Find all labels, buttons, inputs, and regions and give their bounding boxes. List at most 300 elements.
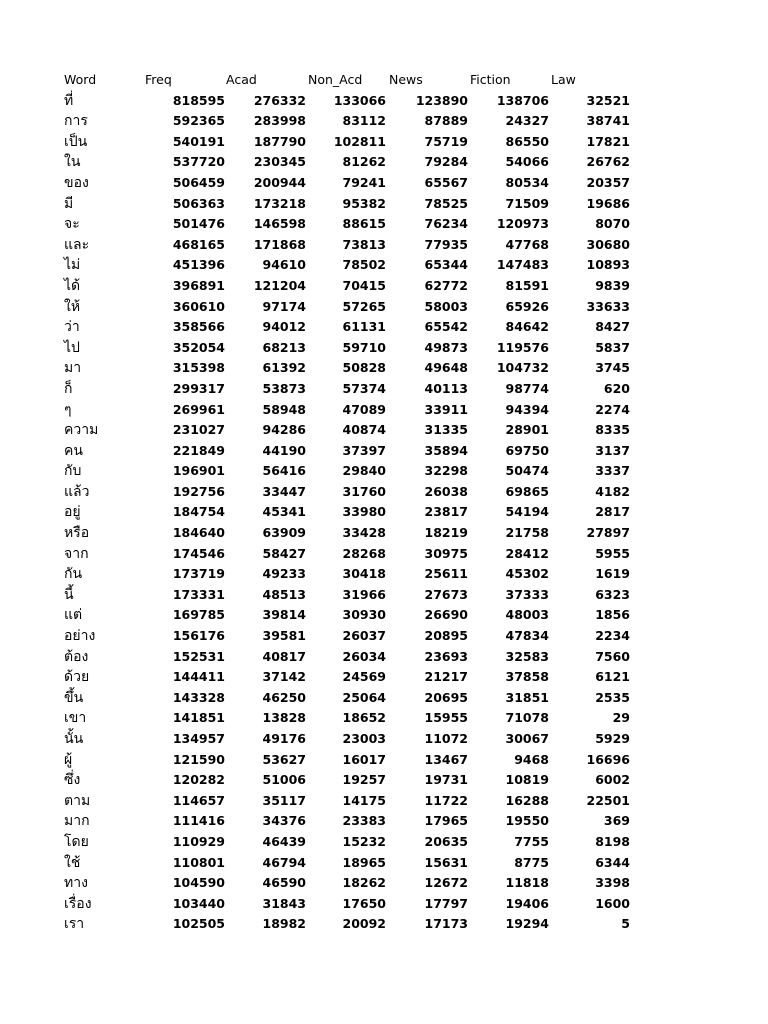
table-row [0, 194, 768, 215]
cell-law: 1600 [595, 895, 630, 911]
cell-acad: 39581 [262, 628, 306, 644]
cell-word: ไม่ [64, 257, 81, 274]
cell-news: 49648 [424, 360, 468, 376]
cell-acad: 94610 [262, 257, 306, 273]
cell-news: 12672 [424, 875, 468, 891]
table-row [0, 770, 768, 791]
cell-news: 58003 [424, 298, 468, 314]
cell-news: 49873 [424, 339, 468, 355]
cell-news: 75719 [424, 133, 468, 149]
cell-law: 8198 [595, 833, 630, 849]
cell-acad: 31843 [262, 895, 306, 911]
cell-word: มา [64, 360, 82, 377]
cell-non-acd: 57374 [342, 380, 386, 396]
cell-word: มาก [64, 813, 90, 830]
cell-freq: 103440 [172, 895, 225, 911]
cell-news: 17965 [424, 813, 468, 829]
cell-acad: 49176 [262, 731, 306, 746]
cell-acad: 63909 [262, 525, 306, 541]
cell-acad: 49233 [262, 566, 306, 582]
header-freq: Freq [145, 72, 172, 87]
cell-word: ทาง [64, 875, 88, 892]
cell-law: 16696 [586, 751, 630, 767]
cell-freq: 358566 [172, 319, 225, 335]
table-row [0, 317, 768, 338]
cell-fiction: 104732 [496, 360, 549, 376]
cell-non-acd: 30418 [342, 566, 386, 582]
cell-word: อย่าง [64, 628, 96, 645]
header-law: Law [551, 72, 576, 87]
cell-law: 10893 [586, 257, 630, 273]
cell-acad: 13828 [262, 710, 306, 726]
cell-law: 27897 [586, 525, 630, 541]
cell-non-acd: 102811 [333, 133, 386, 149]
cell-law: 1856 [595, 607, 630, 623]
cell-news: 27673 [424, 586, 468, 602]
cell-word: ตาม [64, 792, 91, 809]
cell-fiction: 19406 [505, 895, 549, 911]
cell-word: เรื่อง [64, 895, 92, 912]
cell-word: นั้น [64, 731, 84, 747]
cell-law: 3745 [595, 360, 630, 376]
cell-word: การ [64, 113, 88, 130]
cell-word: ที่ [64, 92, 74, 109]
cell-law: 33633 [586, 298, 630, 314]
cell-acad: 97174 [262, 298, 306, 314]
cell-news: 62772 [424, 277, 468, 293]
table-row [0, 811, 768, 832]
cell-acad: 35117 [262, 792, 306, 808]
cell-fiction: 8775 [514, 854, 549, 870]
cell-news: 65344 [424, 257, 468, 273]
cell-fiction: 28412 [505, 545, 549, 561]
cell-word: มี [64, 195, 74, 212]
cell-fiction: 80534 [505, 174, 549, 190]
cell-acad: 46590 [262, 875, 306, 891]
cell-news: 76234 [424, 216, 468, 232]
cell-law: 8335 [595, 422, 630, 438]
cell-word: อยู่ [64, 504, 81, 521]
cell-word: โดย [64, 833, 89, 850]
cell-non-acd: 31760 [342, 483, 386, 499]
cell-fiction: 28901 [505, 422, 549, 438]
cell-word: ไป [64, 339, 80, 356]
cell-non-acd: 26037 [342, 628, 386, 644]
table-row [0, 400, 768, 421]
cell-non-acd: 29840 [342, 463, 386, 479]
table-row [0, 132, 768, 153]
cell-law: 6344 [595, 854, 630, 870]
cell-law: 3337 [595, 463, 630, 479]
cell-fiction: 120973 [496, 216, 549, 232]
cell-non-acd: 40874 [342, 422, 386, 438]
cell-law: 8427 [595, 319, 630, 335]
cell-freq: 144411 [172, 669, 225, 685]
cell-fiction: 84642 [505, 319, 549, 335]
cell-acad: 187790 [253, 133, 306, 149]
cell-acad: 200944 [253, 174, 306, 190]
cell-news: 23693 [424, 648, 468, 664]
cell-fiction: 69750 [505, 442, 549, 458]
cell-freq: 141851 [172, 710, 225, 726]
cell-news: 20695 [424, 689, 468, 705]
cell-fiction: 71078 [505, 710, 549, 726]
table-header-row [0, 70, 768, 91]
cell-law: 5929 [595, 731, 630, 746]
cell-word: กับ [64, 463, 82, 480]
cell-news: 23817 [424, 504, 468, 520]
cell-word: ใน [64, 154, 81, 171]
cell-acad: 39814 [262, 607, 306, 623]
cell-news: 65542 [424, 319, 468, 335]
cell-freq: 120282 [172, 772, 225, 788]
cell-freq: 169785 [172, 607, 225, 623]
cell-acad: 94286 [262, 422, 306, 438]
cell-acad: 46794 [262, 854, 306, 870]
table-row [0, 894, 768, 915]
cell-freq: 501476 [172, 216, 225, 232]
cell-fiction: 32583 [505, 648, 549, 664]
cell-fiction: 47834 [505, 628, 549, 644]
table-row [0, 873, 768, 894]
cell-non-acd: 47089 [342, 401, 386, 417]
cell-freq: 299317 [172, 380, 225, 396]
cell-fiction: 94394 [505, 401, 549, 417]
cell-law: 2234 [595, 628, 630, 644]
cell-acad: 18982 [262, 916, 306, 932]
table-row [0, 91, 768, 112]
cell-freq: 173331 [172, 586, 225, 602]
cell-law: 17821 [586, 133, 630, 149]
cell-law: 19686 [586, 195, 630, 211]
table-row [0, 482, 768, 503]
cell-fiction: 65926 [505, 298, 549, 314]
cell-law: 6323 [595, 586, 630, 602]
table-row [0, 255, 768, 276]
cell-news: 11072 [424, 731, 468, 746]
cell-law: 20357 [586, 174, 630, 190]
cell-acad: 51006 [262, 772, 306, 788]
cell-law: 2274 [595, 401, 630, 417]
cell-word: คน [64, 442, 83, 459]
cell-non-acd: 83112 [342, 113, 386, 129]
cell-word: เป็น [64, 133, 88, 150]
cell-acad: 53627 [262, 751, 306, 767]
cell-non-acd: 24569 [342, 669, 386, 685]
cell-acad: 94012 [262, 319, 306, 335]
header-non-acd: Non_Acd [308, 72, 363, 87]
table-row [0, 173, 768, 194]
cell-freq: 143328 [172, 689, 225, 705]
cell-news: 20895 [424, 628, 468, 644]
cell-acad: 53873 [262, 380, 306, 396]
cell-news: 30975 [424, 545, 468, 561]
table-row [0, 379, 768, 400]
cell-freq: 156176 [172, 628, 225, 644]
table-row [0, 214, 768, 235]
header-acad: Acad [226, 72, 257, 87]
cell-non-acd: 70415 [342, 277, 386, 293]
cell-freq: 451396 [172, 257, 225, 273]
cell-non-acd: 78502 [342, 257, 386, 273]
cell-fiction: 86550 [505, 133, 549, 149]
cell-non-acd: 59710 [342, 339, 386, 355]
cell-acad: 230345 [253, 154, 306, 170]
cell-word: และ [64, 236, 90, 253]
header-news: News [389, 72, 423, 87]
cell-word: หรือ [64, 525, 90, 542]
cell-news: 15631 [424, 854, 468, 870]
cell-word: ว่า [64, 319, 80, 336]
cell-news: 123890 [415, 92, 468, 108]
cell-fiction: 21758 [505, 525, 549, 541]
table-row [0, 729, 768, 750]
cell-non-acd: 23003 [342, 731, 386, 746]
cell-fiction: 138706 [496, 92, 549, 108]
cell-acad: 283998 [253, 113, 306, 129]
cell-acad: 48513 [262, 586, 306, 602]
cell-fiction: 11818 [505, 875, 549, 891]
cell-non-acd: 18652 [342, 710, 386, 726]
cell-news: 18219 [424, 525, 468, 541]
cell-non-acd: 19257 [342, 772, 386, 788]
cell-non-acd: 25064 [342, 689, 386, 705]
cell-acad: 33447 [262, 483, 306, 499]
cell-word: จาก [64, 545, 89, 562]
cell-acad: 58948 [262, 401, 306, 417]
cell-acad: 44190 [262, 442, 306, 458]
table-row [0, 297, 768, 318]
cell-acad: 68213 [262, 339, 306, 355]
cell-non-acd: 26034 [342, 648, 386, 664]
cell-news: 13467 [424, 751, 468, 767]
cell-law: 2535 [595, 689, 630, 705]
cell-word: ๆ [64, 401, 72, 418]
table-row [0, 832, 768, 853]
cell-non-acd: 28268 [342, 545, 386, 561]
cell-law: 620 [603, 380, 630, 396]
cell-news: 17173 [424, 916, 468, 932]
cell-fiction: 9468 [514, 751, 549, 767]
cell-fiction: 119576 [496, 339, 549, 355]
cell-freq: 537720 [172, 154, 225, 170]
cell-word: ซึ่ง [64, 772, 81, 789]
table-row [0, 914, 768, 935]
cell-freq: 818595 [172, 92, 225, 108]
cell-freq: 396891 [172, 277, 225, 293]
cell-fiction: 69865 [505, 483, 549, 499]
table-row [0, 688, 768, 709]
table-row [0, 626, 768, 647]
cell-news: 78525 [424, 195, 468, 211]
cell-freq: 152531 [172, 648, 225, 664]
cell-non-acd: 33428 [342, 525, 386, 541]
cell-word: กัน [64, 566, 83, 583]
cell-non-acd: 95382 [342, 195, 386, 211]
cell-news: 87889 [424, 113, 468, 129]
cell-fiction: 71509 [505, 195, 549, 211]
cell-word: ก็ [64, 380, 73, 397]
table-row [0, 420, 768, 441]
cell-acad: 146598 [253, 216, 306, 232]
cell-law: 5837 [595, 339, 630, 355]
table-row [0, 358, 768, 379]
cell-law: 3398 [595, 875, 630, 891]
cell-fiction: 37333 [505, 586, 549, 602]
cell-fiction: 16288 [505, 792, 549, 808]
cell-word: แล้ว [64, 483, 90, 500]
cell-fiction: 54066 [505, 154, 549, 170]
cell-fiction: 47768 [505, 236, 549, 252]
cell-news: 21217 [424, 669, 468, 685]
cell-freq: 111416 [172, 813, 225, 829]
cell-fiction: 54194 [505, 504, 549, 520]
frequency-table [0, 70, 768, 935]
cell-freq: 540191 [172, 133, 225, 149]
cell-non-acd: 33980 [342, 504, 386, 520]
table-row [0, 585, 768, 606]
cell-freq: 592365 [172, 113, 225, 129]
cell-law: 30680 [586, 236, 630, 252]
cell-word: ต้อง [64, 648, 89, 665]
cell-fiction: 45302 [505, 566, 549, 582]
cell-non-acd: 18965 [342, 854, 386, 870]
cell-law: 38741 [586, 113, 630, 129]
cell-non-acd: 30930 [342, 607, 386, 623]
table-row [0, 523, 768, 544]
cell-freq: 506459 [172, 174, 225, 190]
cell-freq: 315398 [172, 360, 225, 376]
table-row [0, 544, 768, 565]
cell-fiction: 10819 [505, 772, 549, 788]
cell-law: 5 [621, 916, 630, 932]
cell-word: ใช้ [64, 854, 81, 871]
table-row [0, 750, 768, 771]
cell-freq: 184754 [172, 504, 225, 520]
cell-law: 29 [612, 710, 630, 726]
table-row [0, 338, 768, 359]
cell-non-acd: 57265 [342, 298, 386, 314]
cell-non-acd: 16017 [342, 751, 386, 767]
cell-freq: 269961 [172, 401, 225, 417]
cell-acad: 61392 [262, 360, 306, 376]
cell-law: 7560 [595, 648, 630, 664]
cell-word: เรา [64, 916, 85, 933]
cell-law: 2817 [595, 504, 630, 520]
cell-freq: 134957 [172, 731, 225, 746]
cell-non-acd: 50828 [342, 360, 386, 376]
cell-word: จะ [64, 216, 80, 233]
cell-freq: 173719 [172, 566, 225, 582]
cell-law: 3137 [595, 442, 630, 458]
cell-non-acd: 15232 [342, 833, 386, 849]
cell-law: 22501 [586, 792, 630, 808]
cell-non-acd: 14175 [342, 792, 386, 808]
cell-word: ผู้ [64, 751, 73, 768]
cell-non-acd: 61131 [342, 319, 386, 335]
header-fiction: Fiction [470, 72, 511, 87]
cell-news: 31335 [424, 422, 468, 438]
table-row [0, 235, 768, 256]
cell-news: 15955 [424, 710, 468, 726]
cell-acad: 45341 [262, 504, 306, 520]
table-row [0, 152, 768, 173]
cell-freq: 192756 [172, 483, 225, 499]
cell-freq: 221849 [172, 442, 225, 458]
cell-law: 9839 [595, 277, 630, 293]
cell-fiction: 31851 [505, 689, 549, 705]
cell-acad: 121204 [253, 277, 306, 293]
cell-freq: 110929 [172, 833, 225, 849]
cell-acad: 56416 [262, 463, 306, 479]
cell-fiction: 37858 [505, 669, 549, 685]
cell-acad: 46250 [262, 689, 306, 705]
cell-freq: 104590 [172, 875, 225, 891]
cell-law: 32521 [586, 92, 630, 108]
cell-acad: 276332 [253, 92, 306, 108]
cell-non-acd: 81262 [342, 154, 386, 170]
table-row [0, 667, 768, 688]
cell-freq: 102505 [172, 916, 225, 932]
cell-law: 6002 [595, 772, 630, 788]
cell-non-acd: 37397 [342, 442, 386, 458]
cell-fiction: 50474 [505, 463, 549, 479]
cell-freq: 121590 [172, 751, 225, 767]
cell-acad: 46439 [262, 833, 306, 849]
cell-word: ให้ [64, 298, 81, 315]
cell-acad: 173218 [253, 195, 306, 211]
cell-non-acd: 31966 [342, 586, 386, 602]
cell-freq: 352054 [172, 339, 225, 355]
cell-word: ความ [64, 422, 99, 439]
cell-acad: 40817 [262, 648, 306, 664]
cell-freq: 196901 [172, 463, 225, 479]
cell-news: 65567 [424, 174, 468, 190]
table-row [0, 708, 768, 729]
table-row [0, 791, 768, 812]
cell-word: ขึ้น [64, 689, 84, 706]
cell-news: 11722 [424, 792, 468, 808]
cell-freq: 506363 [172, 195, 225, 211]
cell-acad: 171868 [253, 236, 306, 252]
cell-acad: 37142 [262, 669, 306, 685]
cell-fiction: 19550 [505, 813, 549, 829]
cell-freq: 468165 [172, 236, 225, 252]
cell-news: 77935 [424, 236, 468, 252]
cell-non-acd: 73813 [342, 236, 386, 252]
cell-law: 369 [603, 813, 630, 829]
cell-fiction: 48003 [505, 607, 549, 623]
cell-fiction: 81591 [505, 277, 549, 293]
table-row [0, 647, 768, 668]
cell-acad: 58427 [262, 545, 306, 561]
table-body [0, 91, 768, 935]
cell-freq: 174546 [172, 545, 225, 561]
cell-news: 79284 [424, 154, 468, 170]
cell-fiction: 98774 [505, 380, 549, 396]
cell-news: 35894 [424, 442, 468, 458]
table-row [0, 461, 768, 482]
cell-fiction: 147483 [496, 257, 549, 273]
cell-word: แต่ [64, 607, 83, 624]
cell-law: 1619 [595, 566, 630, 582]
table-row [0, 853, 768, 874]
cell-word: นี้ [64, 586, 74, 603]
cell-non-acd: 20092 [342, 916, 386, 932]
table-row [0, 111, 768, 132]
cell-freq: 110801 [172, 854, 225, 870]
cell-freq: 360610 [172, 298, 225, 314]
